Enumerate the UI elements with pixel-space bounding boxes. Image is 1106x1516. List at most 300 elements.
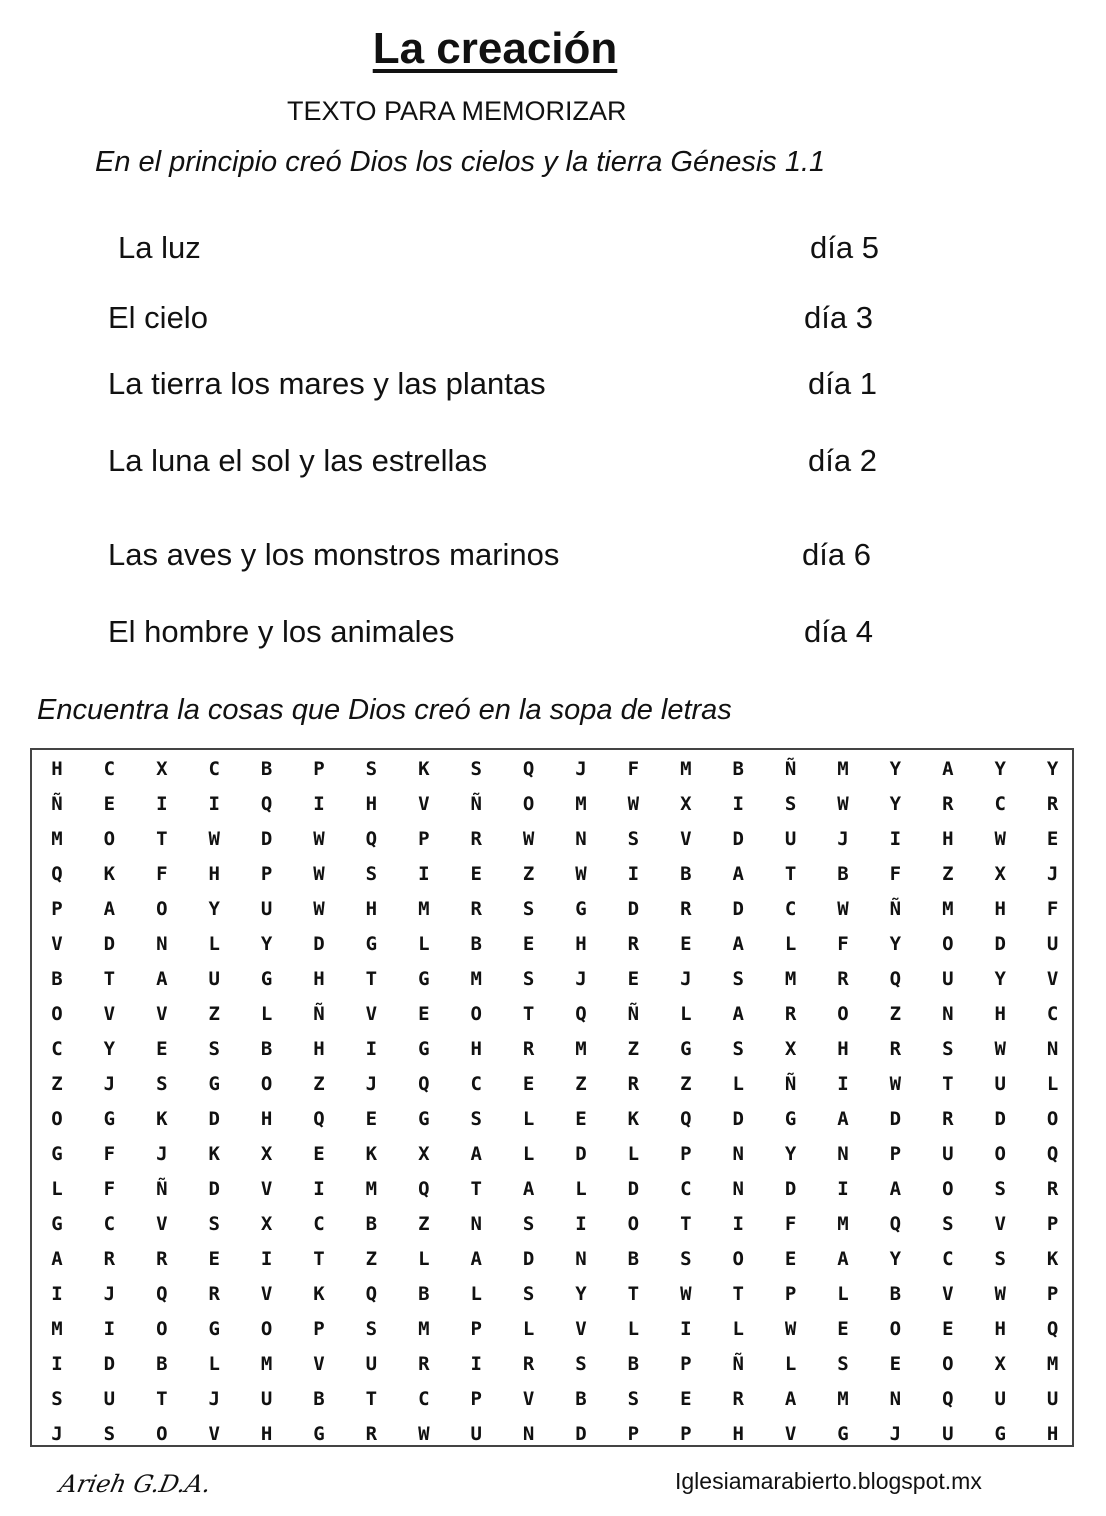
- grid-letter[interactable]: I: [627, 863, 640, 885]
- grid-letter[interactable]: W: [837, 793, 849, 815]
- grid-letter[interactable]: Z: [889, 1003, 902, 1025]
- grid-letter[interactable]: M: [575, 793, 587, 815]
- grid-letter[interactable]: Ñ: [470, 793, 482, 815]
- grid-letter[interactable]: L: [627, 1143, 640, 1165]
- grid-letter[interactable]: R: [522, 1353, 535, 1375]
- grid-letter[interactable]: W: [994, 828, 1006, 850]
- grid-letter[interactable]: N: [942, 1003, 954, 1025]
- grid-letter[interactable]: H: [1046, 1423, 1059, 1445]
- grid-letter[interactable]: E: [208, 1248, 220, 1270]
- grid-letter[interactable]: I: [732, 1213, 744, 1235]
- grid-letter[interactable]: S: [732, 968, 744, 990]
- grid-letter[interactable]: I: [103, 1318, 116, 1340]
- grid-letter[interactable]: N: [156, 933, 168, 955]
- grid-letter[interactable]: W: [680, 1283, 692, 1305]
- grid-letter[interactable]: T: [784, 863, 797, 885]
- grid-letter[interactable]: S: [208, 1038, 220, 1060]
- grid-letter[interactable]: H: [260, 1423, 273, 1445]
- grid-letter[interactable]: D: [732, 1108, 744, 1130]
- grid-letter[interactable]: E: [680, 933, 692, 955]
- grid-letter[interactable]: P: [889, 1143, 902, 1165]
- grid-letter[interactable]: V: [260, 1178, 273, 1200]
- grid-letter[interactable]: S: [732, 1038, 744, 1060]
- grid-letter[interactable]: S: [365, 758, 378, 780]
- grid-letter[interactable]: R: [470, 898, 482, 920]
- grid-letter[interactable]: O: [837, 1003, 849, 1025]
- grid-letter[interactable]: Y: [889, 1248, 902, 1270]
- grid-letter[interactable]: V: [208, 1423, 220, 1445]
- grid-letter[interactable]: R: [522, 1038, 535, 1060]
- grid-letter[interactable]: Z: [418, 1213, 430, 1235]
- grid-letter[interactable]: Y: [889, 933, 902, 955]
- grid-letter[interactable]: G: [680, 1038, 692, 1060]
- grid-letter[interactable]: Y: [889, 793, 902, 815]
- grid-letter[interactable]: C: [103, 758, 116, 780]
- grid-letter[interactable]: P: [1046, 1213, 1059, 1235]
- grid-letter[interactable]: J: [837, 828, 849, 850]
- grid-letter[interactable]: L: [575, 1178, 587, 1200]
- grid-letter[interactable]: Y: [260, 933, 273, 955]
- grid-letter[interactable]: I: [732, 793, 744, 815]
- grid-letter[interactable]: S: [470, 758, 482, 780]
- grid-letter[interactable]: G: [837, 1423, 849, 1445]
- grid-letter[interactable]: E: [627, 968, 640, 990]
- grid-letter[interactable]: L: [732, 1073, 744, 1095]
- grid-letter[interactable]: Ñ: [732, 1353, 744, 1375]
- grid-letter[interactable]: E: [103, 793, 116, 815]
- grid-letter[interactable]: A: [51, 1248, 63, 1270]
- grid-letter[interactable]: I: [51, 1353, 63, 1375]
- grid-letter[interactable]: I: [365, 1038, 378, 1060]
- grid-letter[interactable]: L: [522, 1318, 535, 1340]
- grid-letter[interactable]: E: [156, 1038, 168, 1060]
- grid-letter[interactable]: M: [365, 1178, 378, 1200]
- grid-letter[interactable]: R: [627, 933, 640, 955]
- grid-letter[interactable]: T: [522, 1003, 535, 1025]
- grid-letter[interactable]: U: [994, 1388, 1006, 1410]
- grid-letter[interactable]: F: [156, 863, 168, 885]
- grid-letter[interactable]: M: [51, 828, 63, 850]
- grid-letter[interactable]: M: [784, 968, 797, 990]
- grid-letter[interactable]: A: [837, 1108, 849, 1130]
- grid-letter[interactable]: P: [1046, 1283, 1059, 1305]
- grid-letter[interactable]: C: [1046, 1003, 1059, 1025]
- grid-letter[interactable]: P: [680, 1423, 692, 1445]
- grid-letter[interactable]: S: [575, 1353, 587, 1375]
- grid-letter[interactable]: M: [418, 1318, 430, 1340]
- grid-letter[interactable]: P: [313, 1318, 325, 1340]
- grid-letter[interactable]: M: [470, 968, 482, 990]
- grid-letter[interactable]: J: [365, 1073, 378, 1095]
- grid-letter[interactable]: I: [575, 1213, 587, 1235]
- grid-letter[interactable]: H: [994, 898, 1006, 920]
- grid-letter[interactable]: R: [837, 968, 849, 990]
- grid-letter[interactable]: J: [575, 968, 587, 990]
- grid-letter[interactable]: P: [784, 1283, 797, 1305]
- grid-letter[interactable]: R: [680, 898, 692, 920]
- grid-letter[interactable]: P: [313, 758, 325, 780]
- grid-letter[interactable]: F: [627, 758, 640, 780]
- grid-letter[interactable]: H: [994, 1318, 1006, 1340]
- grid-letter[interactable]: D: [260, 828, 273, 850]
- grid-letter[interactable]: I: [418, 863, 430, 885]
- grid-letter[interactable]: R: [942, 1108, 954, 1130]
- grid-letter[interactable]: N: [1046, 1038, 1059, 1060]
- grid-letter[interactable]: H: [260, 1108, 273, 1130]
- grid-letter[interactable]: E: [1046, 828, 1059, 850]
- grid-letter[interactable]: G: [418, 1038, 430, 1060]
- grid-letter[interactable]: Z: [365, 1248, 378, 1270]
- grid-letter[interactable]: Z: [575, 1073, 587, 1095]
- grid-letter[interactable]: C: [994, 793, 1006, 815]
- grid-letter[interactable]: S: [627, 1388, 640, 1410]
- grid-letter[interactable]: S: [522, 1213, 535, 1235]
- grid-letter[interactable]: O: [103, 828, 116, 850]
- grid-letter[interactable]: B: [51, 968, 63, 990]
- grid-letter[interactable]: O: [1046, 1108, 1059, 1130]
- grid-letter[interactable]: X: [260, 1143, 273, 1165]
- grid-letter[interactable]: L: [51, 1178, 63, 1200]
- grid-letter[interactable]: J: [51, 1423, 63, 1445]
- grid-letter[interactable]: L: [784, 1353, 797, 1375]
- grid-letter[interactable]: Y: [103, 1038, 116, 1060]
- grid-letter[interactable]: F: [889, 863, 902, 885]
- grid-letter[interactable]: O: [732, 1248, 744, 1270]
- grid-letter[interactable]: N: [837, 1143, 849, 1165]
- grid-letter[interactable]: Q: [418, 1073, 430, 1095]
- grid-letter[interactable]: Q: [942, 1388, 954, 1410]
- grid-letter[interactable]: Z: [208, 1003, 220, 1025]
- grid-letter[interactable]: V: [260, 1283, 273, 1305]
- grid-letter[interactable]: B: [627, 1353, 640, 1375]
- grid-letter[interactable]: B: [627, 1248, 640, 1270]
- grid-letter[interactable]: F: [103, 1143, 116, 1165]
- grid-letter[interactable]: A: [470, 1248, 482, 1270]
- grid-letter[interactable]: Ñ: [889, 898, 902, 920]
- grid-letter[interactable]: D: [208, 1178, 220, 1200]
- grid-letter[interactable]: P: [680, 1143, 692, 1165]
- grid-letter[interactable]: H: [994, 1003, 1006, 1025]
- grid-letter[interactable]: V: [156, 1213, 168, 1235]
- grid-letter[interactable]: P: [470, 1318, 482, 1340]
- grid-letter[interactable]: W: [784, 1318, 797, 1340]
- grid-letter[interactable]: H: [732, 1423, 744, 1445]
- grid-letter[interactable]: S: [103, 1423, 116, 1445]
- grid-letter[interactable]: E: [470, 863, 482, 885]
- grid-letter[interactable]: H: [313, 968, 325, 990]
- grid-letter[interactable]: H: [942, 828, 954, 850]
- grid-letter[interactable]: E: [365, 1108, 378, 1130]
- grid-letter[interactable]: M: [260, 1353, 273, 1375]
- grid-letter[interactable]: E: [418, 1003, 430, 1025]
- grid-letter[interactable]: G: [208, 1073, 220, 1095]
- grid-letter[interactable]: G: [575, 898, 587, 920]
- grid-letter[interactable]: H: [365, 898, 378, 920]
- grid-letter[interactable]: K: [627, 1108, 640, 1130]
- grid-letter[interactable]: W: [522, 828, 535, 850]
- grid-letter[interactable]: D: [103, 1353, 116, 1375]
- grid-letter[interactable]: K: [313, 1283, 325, 1305]
- grid-letter[interactable]: L: [260, 1003, 273, 1025]
- grid-letter[interactable]: U: [208, 968, 220, 990]
- grid-letter[interactable]: I: [470, 1353, 482, 1375]
- grid-letter[interactable]: L: [522, 1143, 535, 1165]
- grid-letter[interactable]: L: [627, 1318, 640, 1340]
- grid-letter[interactable]: S: [365, 863, 378, 885]
- grid-letter[interactable]: V: [522, 1388, 535, 1410]
- grid-letter[interactable]: C: [418, 1388, 430, 1410]
- grid-letter[interactable]: Q: [365, 1283, 378, 1305]
- grid-letter[interactable]: G: [365, 933, 378, 955]
- grid-letter[interactable]: O: [260, 1318, 273, 1340]
- grid-letter[interactable]: D: [627, 898, 640, 920]
- grid-letter[interactable]: Ñ: [156, 1178, 168, 1200]
- grid-letter[interactable]: V: [365, 1003, 378, 1025]
- grid-letter[interactable]: A: [103, 898, 116, 920]
- grid-letter[interactable]: W: [313, 828, 325, 850]
- grid-letter[interactable]: V: [418, 793, 430, 815]
- grid-letter[interactable]: S: [522, 968, 535, 990]
- grid-letter[interactable]: Q: [313, 1108, 325, 1130]
- grid-letter[interactable]: L: [837, 1283, 849, 1305]
- grid-letter[interactable]: E: [784, 1248, 797, 1270]
- grid-letter[interactable]: E: [680, 1388, 692, 1410]
- grid-letter[interactable]: O: [994, 1143, 1006, 1165]
- grid-letter[interactable]: S: [156, 1073, 168, 1095]
- grid-letter[interactable]: U: [942, 1143, 954, 1165]
- grid-letter[interactable]: B: [889, 1283, 902, 1305]
- grid-letter[interactable]: Q: [889, 1213, 902, 1235]
- grid-letter[interactable]: T: [313, 1248, 325, 1270]
- grid-letter[interactable]: Z: [627, 1038, 640, 1060]
- grid-letter[interactable]: Y: [1046, 758, 1059, 780]
- grid-letter[interactable]: Z: [313, 1073, 325, 1095]
- grid-letter[interactable]: Y: [994, 758, 1006, 780]
- grid-letter[interactable]: W: [313, 898, 325, 920]
- grid-letter[interactable]: V: [680, 828, 692, 850]
- grid-letter[interactable]: M: [837, 1213, 849, 1235]
- grid-letter[interactable]: R: [418, 1353, 430, 1375]
- grid-letter[interactable]: S: [942, 1213, 954, 1235]
- grid-letter[interactable]: T: [156, 1388, 168, 1410]
- grid-letter[interactable]: Ñ: [51, 793, 63, 815]
- grid-letter[interactable]: Ñ: [313, 1003, 325, 1025]
- grid-letter[interactable]: Y: [575, 1283, 587, 1305]
- grid-letter[interactable]: R: [732, 1388, 744, 1410]
- grid-letter[interactable]: K: [365, 1143, 378, 1165]
- grid-letter[interactable]: B: [260, 1038, 273, 1060]
- grid-letter[interactable]: L: [1046, 1073, 1059, 1095]
- grid-letter[interactable]: B: [470, 933, 482, 955]
- grid-letter[interactable]: K: [418, 758, 430, 780]
- grid-letter[interactable]: D: [575, 1423, 587, 1445]
- grid-letter[interactable]: Y: [784, 1143, 797, 1165]
- grid-letter[interactable]: W: [208, 828, 220, 850]
- grid-letter[interactable]: V: [103, 1003, 116, 1025]
- grid-letter[interactable]: C: [103, 1213, 116, 1235]
- grid-letter[interactable]: N: [575, 828, 587, 850]
- grid-letter[interactable]: T: [103, 968, 116, 990]
- grid-letter[interactable]: D: [889, 1108, 902, 1130]
- grid-letter[interactable]: Y: [994, 968, 1006, 990]
- grid-letter[interactable]: Q: [365, 828, 378, 850]
- grid-letter[interactable]: U: [942, 968, 954, 990]
- grid-letter[interactable]: D: [994, 1108, 1006, 1130]
- grid-letter[interactable]: D: [313, 933, 325, 955]
- grid-letter[interactable]: R: [1046, 1178, 1059, 1200]
- grid-letter[interactable]: E: [837, 1318, 849, 1340]
- grid-letter[interactable]: T: [627, 1283, 640, 1305]
- grid-letter[interactable]: F: [837, 933, 849, 955]
- grid-letter[interactable]: B: [680, 863, 692, 885]
- grid-letter[interactable]: X: [784, 1038, 797, 1060]
- grid-letter[interactable]: I: [260, 1248, 273, 1270]
- grid-letter[interactable]: W: [994, 1038, 1006, 1060]
- grid-letter[interactable]: S: [942, 1038, 954, 1060]
- grid-letter[interactable]: I: [313, 793, 325, 815]
- grid-letter[interactable]: T: [365, 968, 378, 990]
- grid-letter[interactable]: I: [208, 793, 220, 815]
- grid-letter[interactable]: H: [575, 933, 587, 955]
- grid-letter[interactable]: R: [784, 1003, 797, 1025]
- grid-letter[interactable]: E: [575, 1108, 587, 1130]
- grid-letter[interactable]: N: [575, 1248, 587, 1270]
- grid-letter[interactable]: C: [313, 1213, 325, 1235]
- grid-letter[interactable]: R: [942, 793, 954, 815]
- grid-letter[interactable]: W: [627, 793, 640, 815]
- grid-letter[interactable]: R: [365, 1423, 378, 1445]
- grid-letter[interactable]: L: [522, 1108, 535, 1130]
- grid-letter[interactable]: U: [994, 1073, 1006, 1095]
- grid-letter[interactable]: Q: [575, 1003, 587, 1025]
- grid-letter[interactable]: Q: [418, 1178, 430, 1200]
- grid-letter[interactable]: J: [156, 1143, 168, 1165]
- grid-letter[interactable]: R: [1046, 793, 1059, 815]
- grid-letter[interactable]: T: [942, 1073, 954, 1095]
- grid-letter[interactable]: Q: [680, 1108, 692, 1130]
- grid-letter[interactable]: U: [103, 1388, 116, 1410]
- grid-letter[interactable]: N: [732, 1143, 744, 1165]
- grid-letter[interactable]: T: [732, 1283, 744, 1305]
- grid-letter[interactable]: W: [837, 898, 849, 920]
- grid-letter[interactable]: M: [837, 758, 849, 780]
- grid-letter[interactable]: O: [889, 1318, 902, 1340]
- grid-letter[interactable]: W: [575, 863, 587, 885]
- grid-letter[interactable]: H: [51, 758, 63, 780]
- grid-letter[interactable]: Q: [260, 793, 273, 815]
- grid-letter[interactable]: G: [260, 968, 273, 990]
- grid-letter[interactable]: P: [627, 1423, 640, 1445]
- grid-letter[interactable]: K: [156, 1108, 168, 1130]
- grid-letter[interactable]: M: [51, 1318, 63, 1340]
- grid-letter[interactable]: N: [889, 1388, 902, 1410]
- grid-letter[interactable]: R: [889, 1038, 902, 1060]
- grid-letter[interactable]: G: [208, 1318, 220, 1340]
- grid-letter[interactable]: G: [51, 1143, 63, 1165]
- grid-letter[interactable]: V: [156, 1003, 168, 1025]
- grid-letter[interactable]: O: [942, 1353, 954, 1375]
- grid-letter[interactable]: H: [837, 1038, 849, 1060]
- grid-letter[interactable]: O: [156, 1423, 168, 1445]
- grid-letter[interactable]: S: [522, 1283, 535, 1305]
- grid-letter[interactable]: Y: [889, 758, 902, 780]
- grid-letter[interactable]: V: [1046, 968, 1059, 990]
- grid-letter[interactable]: A: [837, 1248, 849, 1270]
- grid-letter[interactable]: I: [889, 828, 902, 850]
- grid-letter[interactable]: O: [260, 1073, 273, 1095]
- grid-letter[interactable]: B: [365, 1213, 378, 1235]
- grid-letter[interactable]: B: [156, 1353, 168, 1375]
- grid-letter[interactable]: A: [732, 1003, 744, 1025]
- grid-letter[interactable]: O: [156, 1318, 168, 1340]
- grid-letter[interactable]: J: [208, 1388, 220, 1410]
- grid-letter[interactable]: M: [575, 1038, 587, 1060]
- grid-letter[interactable]: W: [313, 863, 325, 885]
- grid-letter[interactable]: S: [680, 1248, 692, 1270]
- grid-letter[interactable]: T: [365, 1388, 378, 1410]
- grid-letter[interactable]: L: [208, 1353, 220, 1375]
- grid-letter[interactable]: A: [889, 1178, 902, 1200]
- grid-letter[interactable]: L: [784, 933, 797, 955]
- grid-letter[interactable]: D: [784, 1178, 797, 1200]
- grid-letter[interactable]: M: [1046, 1353, 1059, 1375]
- grid-letter[interactable]: S: [51, 1388, 63, 1410]
- grid-letter[interactable]: J: [103, 1283, 116, 1305]
- grid-letter[interactable]: Q: [51, 863, 63, 885]
- grid-letter[interactable]: G: [418, 968, 430, 990]
- grid-letter[interactable]: O: [942, 933, 954, 955]
- grid-letter[interactable]: C: [784, 898, 797, 920]
- grid-letter[interactable]: B: [313, 1388, 325, 1410]
- grid-letter[interactable]: J: [680, 968, 692, 990]
- grid-letter[interactable]: T: [470, 1178, 482, 1200]
- grid-letter[interactable]: P: [470, 1388, 482, 1410]
- grid-letter[interactable]: Ñ: [784, 758, 797, 780]
- grid-letter[interactable]: M: [942, 898, 954, 920]
- grid-letter[interactable]: M: [837, 1388, 849, 1410]
- grid-letter[interactable]: V: [784, 1423, 797, 1445]
- grid-letter[interactable]: E: [889, 1353, 902, 1375]
- grid-letter[interactable]: I: [313, 1178, 325, 1200]
- grid-letter[interactable]: P: [260, 863, 273, 885]
- grid-letter[interactable]: O: [51, 1108, 63, 1130]
- grid-letter[interactable]: C: [680, 1178, 692, 1200]
- grid-letter[interactable]: X: [156, 758, 168, 780]
- grid-letter[interactable]: A: [942, 758, 954, 780]
- grid-letter[interactable]: A: [470, 1143, 482, 1165]
- grid-letter[interactable]: A: [156, 968, 168, 990]
- grid-letter[interactable]: B: [837, 863, 849, 885]
- grid-letter[interactable]: D: [575, 1143, 587, 1165]
- grid-letter[interactable]: N: [470, 1213, 482, 1235]
- grid-letter[interactable]: A: [732, 863, 744, 885]
- grid-letter[interactable]: Ñ: [627, 1003, 640, 1025]
- grid-letter[interactable]: B: [575, 1388, 587, 1410]
- grid-letter[interactable]: N: [522, 1423, 535, 1445]
- grid-letter[interactable]: X: [994, 863, 1006, 885]
- grid-letter[interactable]: M: [680, 758, 692, 780]
- grid-letter[interactable]: D: [732, 898, 744, 920]
- grid-letter[interactable]: K: [103, 863, 116, 885]
- grid-letter[interactable]: L: [208, 933, 220, 955]
- grid-letter[interactable]: S: [837, 1353, 849, 1375]
- grid-letter[interactable]: H: [470, 1038, 482, 1060]
- grid-letter[interactable]: D: [522, 1248, 535, 1270]
- grid-letter[interactable]: S: [470, 1108, 482, 1130]
- grid-letter[interactable]: V: [942, 1283, 954, 1305]
- grid-letter[interactable]: T: [680, 1213, 692, 1235]
- grid-letter[interactable]: P: [680, 1353, 692, 1375]
